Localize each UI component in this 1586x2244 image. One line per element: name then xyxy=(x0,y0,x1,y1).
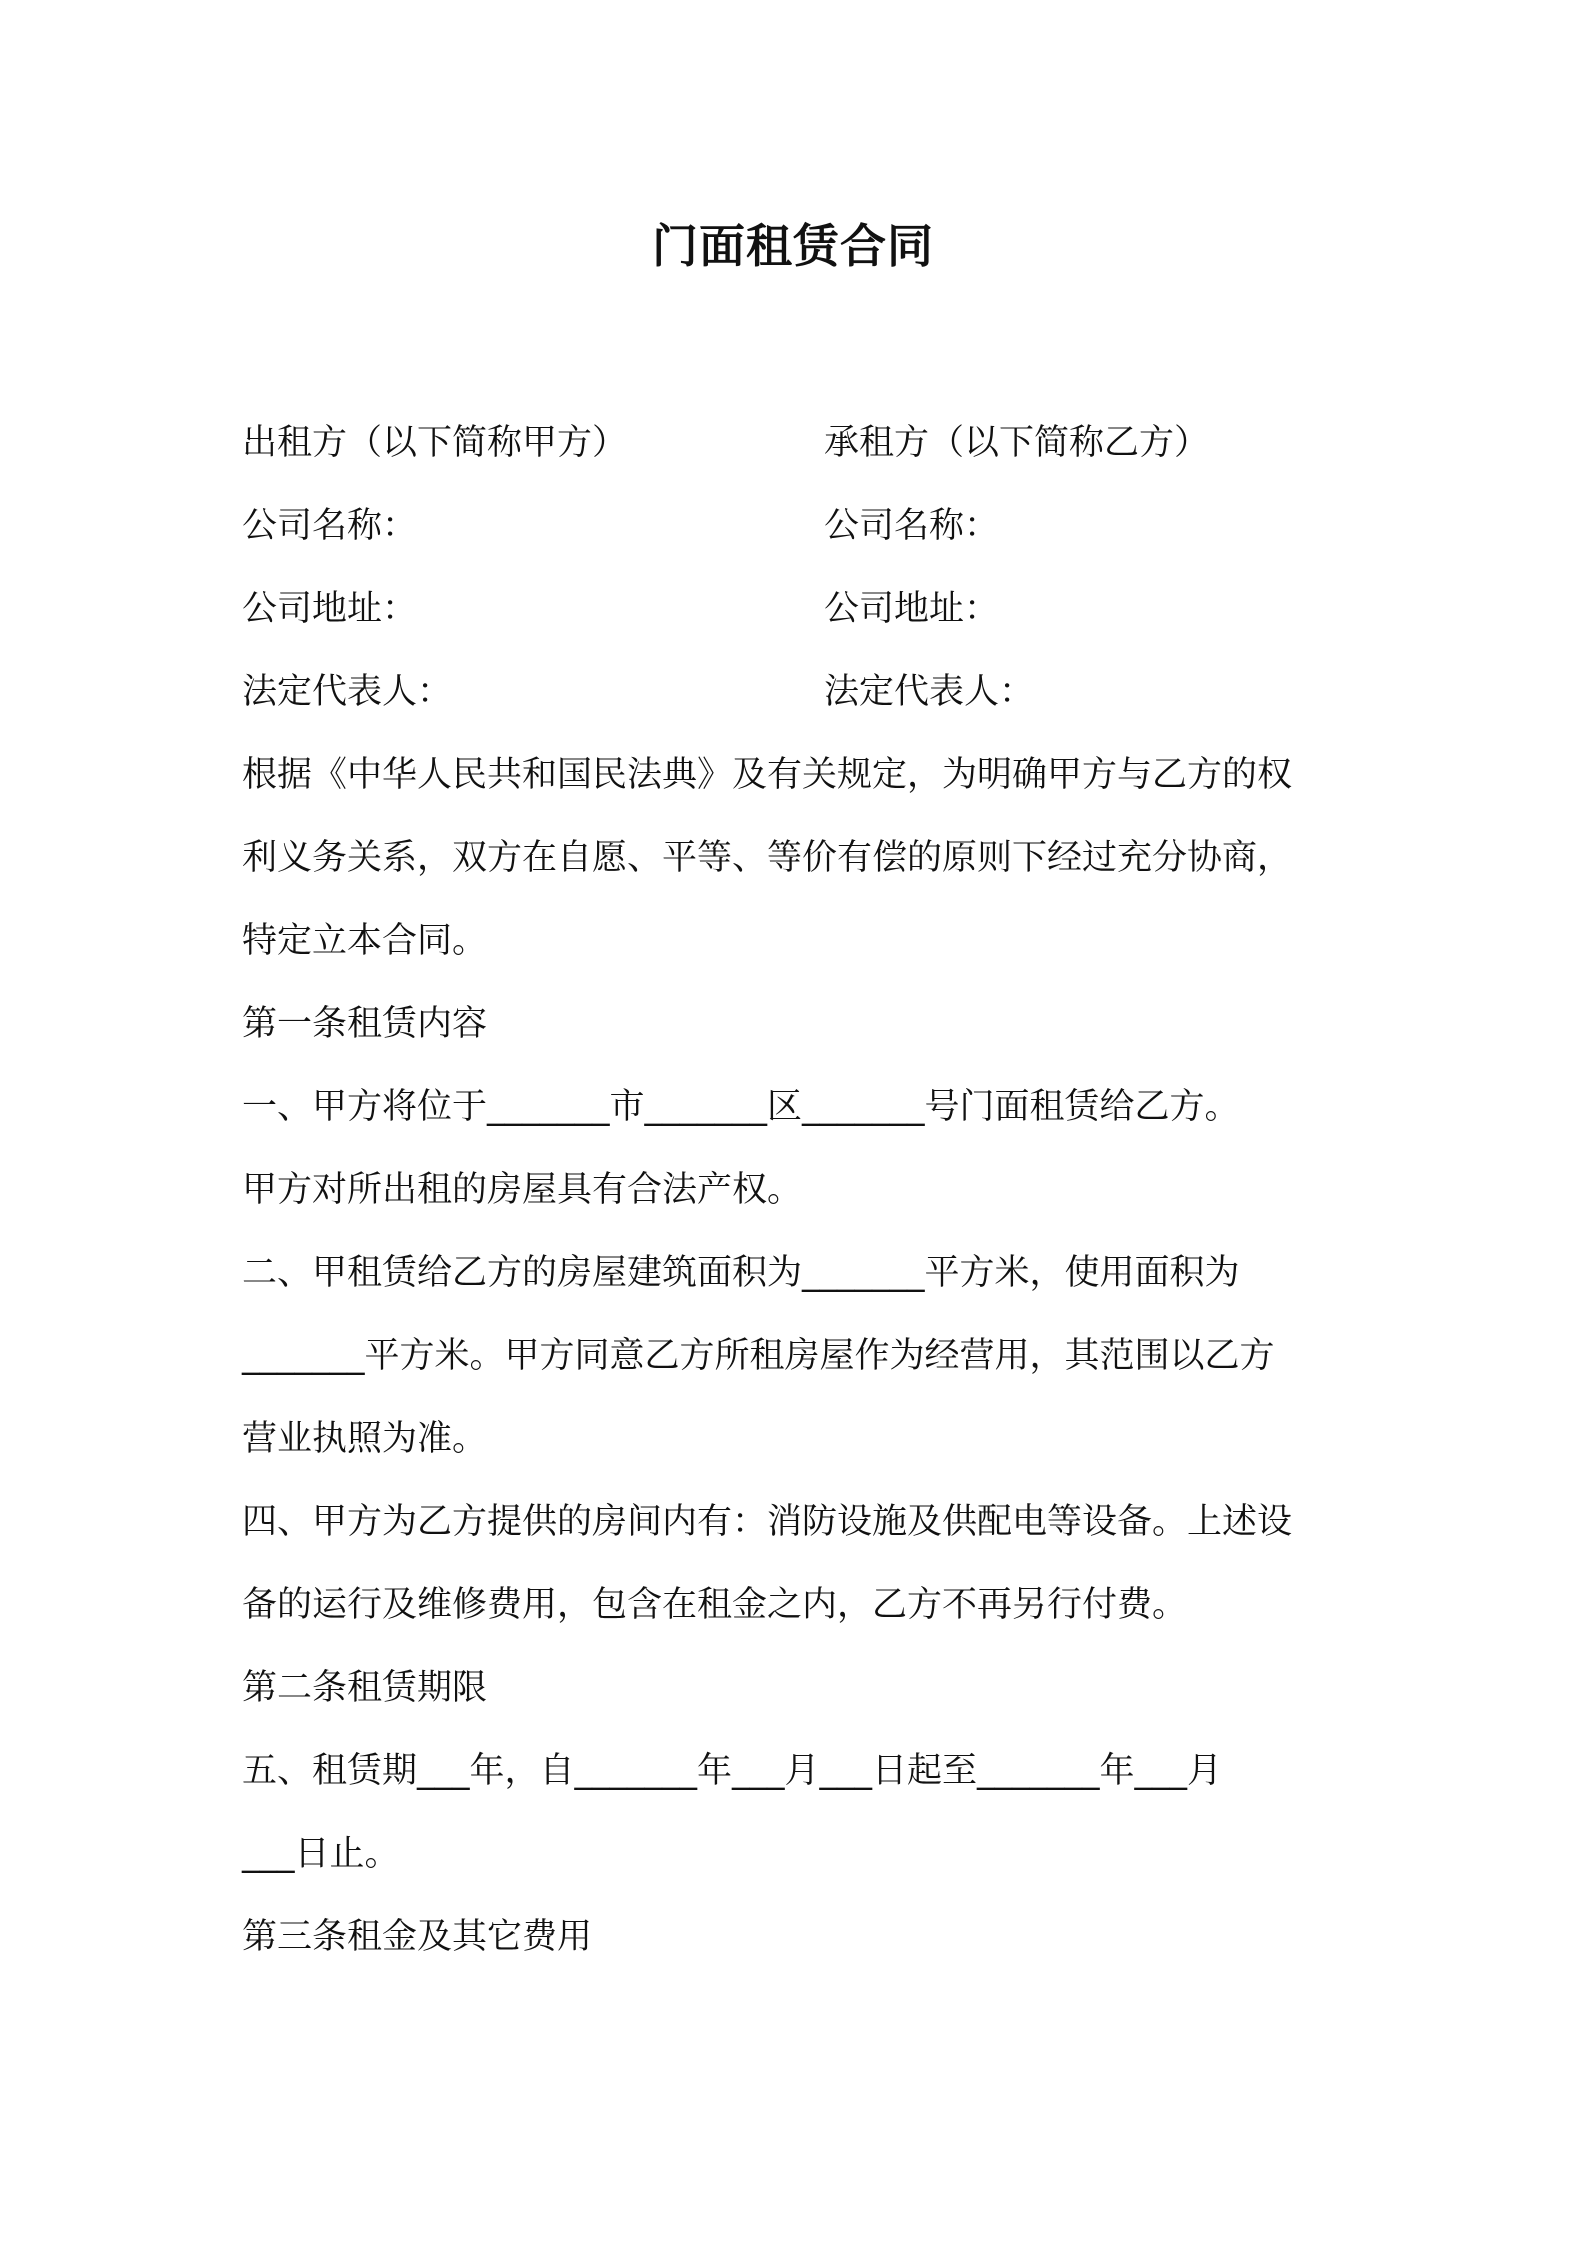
clause-line: 四、甲方为乙方提供的房间内有：消防设施及供配电等设备。上述设 xyxy=(242,1502,1293,1542)
lessor-company-address-label: 公司地址： xyxy=(242,589,418,629)
preamble-line: 根据《中华人民共和国民法典》及有关规定，为明确甲方与乙方的权 xyxy=(242,755,1293,795)
lessor-heading: 出租方（以下简称甲方） xyxy=(242,423,628,463)
article-heading: 第二条租赁期限 xyxy=(242,1668,488,1708)
lessee-company-address-label: 公司地址： xyxy=(824,589,1000,629)
preamble-line: 特定立本合同。 xyxy=(242,921,488,961)
clause-line: 备的运行及维修费用，包含在租金之内，乙方不再另行付费。 xyxy=(242,1585,1188,1625)
clause-line: ___日止。 xyxy=(242,1834,400,1874)
clause-line: 营业执照为准。 xyxy=(242,1419,488,1459)
clause-line: 五、租赁期___年，自_______年___月___日起至_______年___月 xyxy=(242,1751,1223,1791)
company-address-row xyxy=(242,568,1362,651)
lessee-legal-representative-label: 法定代表人： xyxy=(824,672,1035,712)
party-heading-row xyxy=(242,402,1362,485)
lessee-heading: 承租方（以下简称乙方） xyxy=(824,423,1210,463)
company-name-row xyxy=(242,485,1362,568)
clause-line: 一、甲方将位于_______市_______区_______号门面租赁给乙方。 xyxy=(242,1087,1240,1127)
clause-line: _______平方米。甲方同意乙方所租房屋作为经营用，其范围以乙方 xyxy=(242,1336,1275,1376)
document-body xyxy=(242,402,1362,1979)
clause-line: 二、甲租赁给乙方的房屋建筑面积为_______平方米，使用面积为 xyxy=(242,1253,1240,1293)
document-title: 门面租赁合同 xyxy=(652,219,934,273)
article-heading: 第三条租金及其它费用 xyxy=(242,1917,593,1957)
clause-line: 甲方对所出租的房屋具有合法产权。 xyxy=(242,1170,803,1210)
lessor-legal-representative-label: 法定代表人： xyxy=(242,672,453,712)
lessor-company-name-label: 公司名称： xyxy=(242,506,418,546)
article-heading: 第一条租赁内容 xyxy=(242,1004,488,1044)
preamble-line: 利义务关系，双方在自愿、平等、等价有偿的原则下经过充分协商， xyxy=(242,838,1293,878)
lessee-company-name-label: 公司名称： xyxy=(824,506,1000,546)
legal-representative-row xyxy=(242,651,1362,734)
